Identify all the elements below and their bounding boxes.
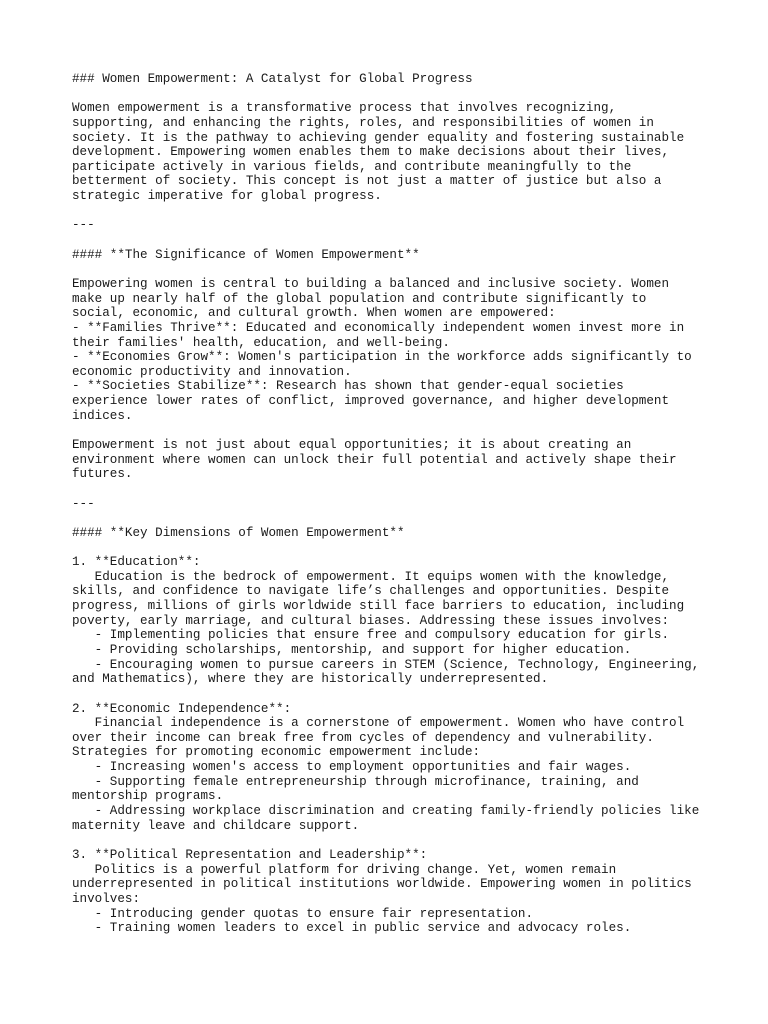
text-line: Women empowerment is a transformative process that involves recognizing, xyxy=(72,101,617,116)
text-line: strategic imperative for global progress. xyxy=(72,189,382,204)
text-line: supporting, and enhancing the rights, roles, and responsibilities of women in xyxy=(72,115,654,130)
text-line: society. It is the pathway to achieving gender equality and fostering sustainable xyxy=(72,130,685,145)
text-line: Empowering women is central to building a balanced and inclusive society. Women xyxy=(72,276,670,291)
blank-line xyxy=(72,87,712,102)
blank-line xyxy=(72,233,712,248)
blank-line xyxy=(72,541,712,556)
text-line: betterment of society. This concept is not just a matter of justice but also a xyxy=(72,174,662,189)
bullet-item: - Introducing gender quotas to ensure fair representation. xyxy=(72,906,534,921)
text-line: Education is the bedrock of empowerment. It equips women with the knowledge, xyxy=(72,569,670,584)
text-line: poverty, early marriage, and cultural biases. Addressing these issues involves: xyxy=(72,613,670,628)
numbered-item: 3. **Political Representation and Leadership**: xyxy=(72,847,428,862)
text-line: mentorship programs. xyxy=(72,789,224,804)
text-line: their families' health, education, and well-being. xyxy=(72,335,450,350)
text-line: skills, and confidence to navigate life’s challenges and opportunities. Despite xyxy=(72,584,670,599)
horizontal-rule: --- xyxy=(72,496,95,511)
bullet-item: - Supporting female entrepreneurship through microfinance, training, and xyxy=(72,774,639,789)
text-line: experience lower rates of conflict, improved governance, and higher development xyxy=(72,394,670,409)
bullet-item: - **Economies Grow**: Women's participation in the workforce adds significantly to xyxy=(72,350,692,365)
bullet-item: - Encouraging women to pursue careers in STEM (Science, Technology, Engineering, xyxy=(72,657,700,672)
blank-line xyxy=(72,687,712,702)
text-line: maternity leave and childcare support. xyxy=(72,818,360,833)
bullet-item: - **Societies Stabilize**: Research has shown that gender-equal societies xyxy=(72,379,624,394)
blank-line xyxy=(72,204,712,219)
text-line: progress, millions of girls worldwide still face barriers to education, including xyxy=(72,599,685,614)
bullet-item: - Providing scholarships, mentorship, and support for higher education. xyxy=(72,642,632,657)
text-line: over their income can break free from cycles of dependency and vulnerability. xyxy=(72,730,654,745)
text-line: Strategies for promoting economic empowerment include: xyxy=(72,745,481,760)
text-line: environment where women can unlock their full potential and actively shape their xyxy=(72,452,677,467)
text-line: participate actively in various fields, and contribute meaningfully to the xyxy=(72,159,632,174)
text-line: and Mathematics), where they are historically underrepresented. xyxy=(72,672,549,687)
bullet-item: - Increasing women's access to employment opportunities and fair wages. xyxy=(72,760,632,775)
bullet-item: - Addressing workplace discrimination and creating family-friendly policies like xyxy=(72,804,700,819)
blank-line xyxy=(72,482,712,497)
text-line: social, economic, and cultural growth. When women are empowered: xyxy=(72,306,556,321)
bullet-item: - **Families Thrive**: Educated and economically independent women invest more in xyxy=(72,320,685,335)
text-line: development. Empowering women enables them to make decisions about their lives, xyxy=(72,145,670,160)
text-line: underrepresented in political institutions worldwide. Empowering women in politics xyxy=(72,877,692,892)
text-line: economic productivity and innovation. xyxy=(72,364,352,379)
text-line: futures. xyxy=(72,467,133,482)
text-line: Empowerment is not just about equal opportunities; it is about creating an xyxy=(72,438,632,453)
numbered-item: 1. **Education**: xyxy=(72,555,201,570)
horizontal-rule: --- xyxy=(72,218,95,233)
bullet-item: - Training women leaders to excel in public service and advocacy roles. xyxy=(72,921,632,936)
text-line: make up nearly half of the global population and contribute significantly to xyxy=(72,291,647,306)
document-title: ### Women Empowerment: A Catalyst for Global Progress xyxy=(72,72,473,86)
section-heading: #### **The Significance of Women Empowerment** xyxy=(72,247,420,262)
blank-line xyxy=(72,511,712,526)
document-page xyxy=(72,72,712,936)
blank-line xyxy=(72,423,712,438)
text-line: involves: xyxy=(72,891,141,906)
blank-line xyxy=(72,833,712,848)
numbered-item: 2. **Economic Independence**: xyxy=(72,701,292,716)
text-line: Financial independence is a cornerstone of empowerment. Women who have control xyxy=(72,716,685,731)
text-line: Politics is a powerful platform for driving change. Yet, women remain xyxy=(72,862,617,877)
text-line: indices. xyxy=(72,408,133,423)
bullet-item: - Implementing policies that ensure free and compulsory education for girls. xyxy=(72,628,670,643)
blank-line xyxy=(72,262,712,277)
section-heading: #### **Key Dimensions of Women Empowerment** xyxy=(72,525,405,540)
